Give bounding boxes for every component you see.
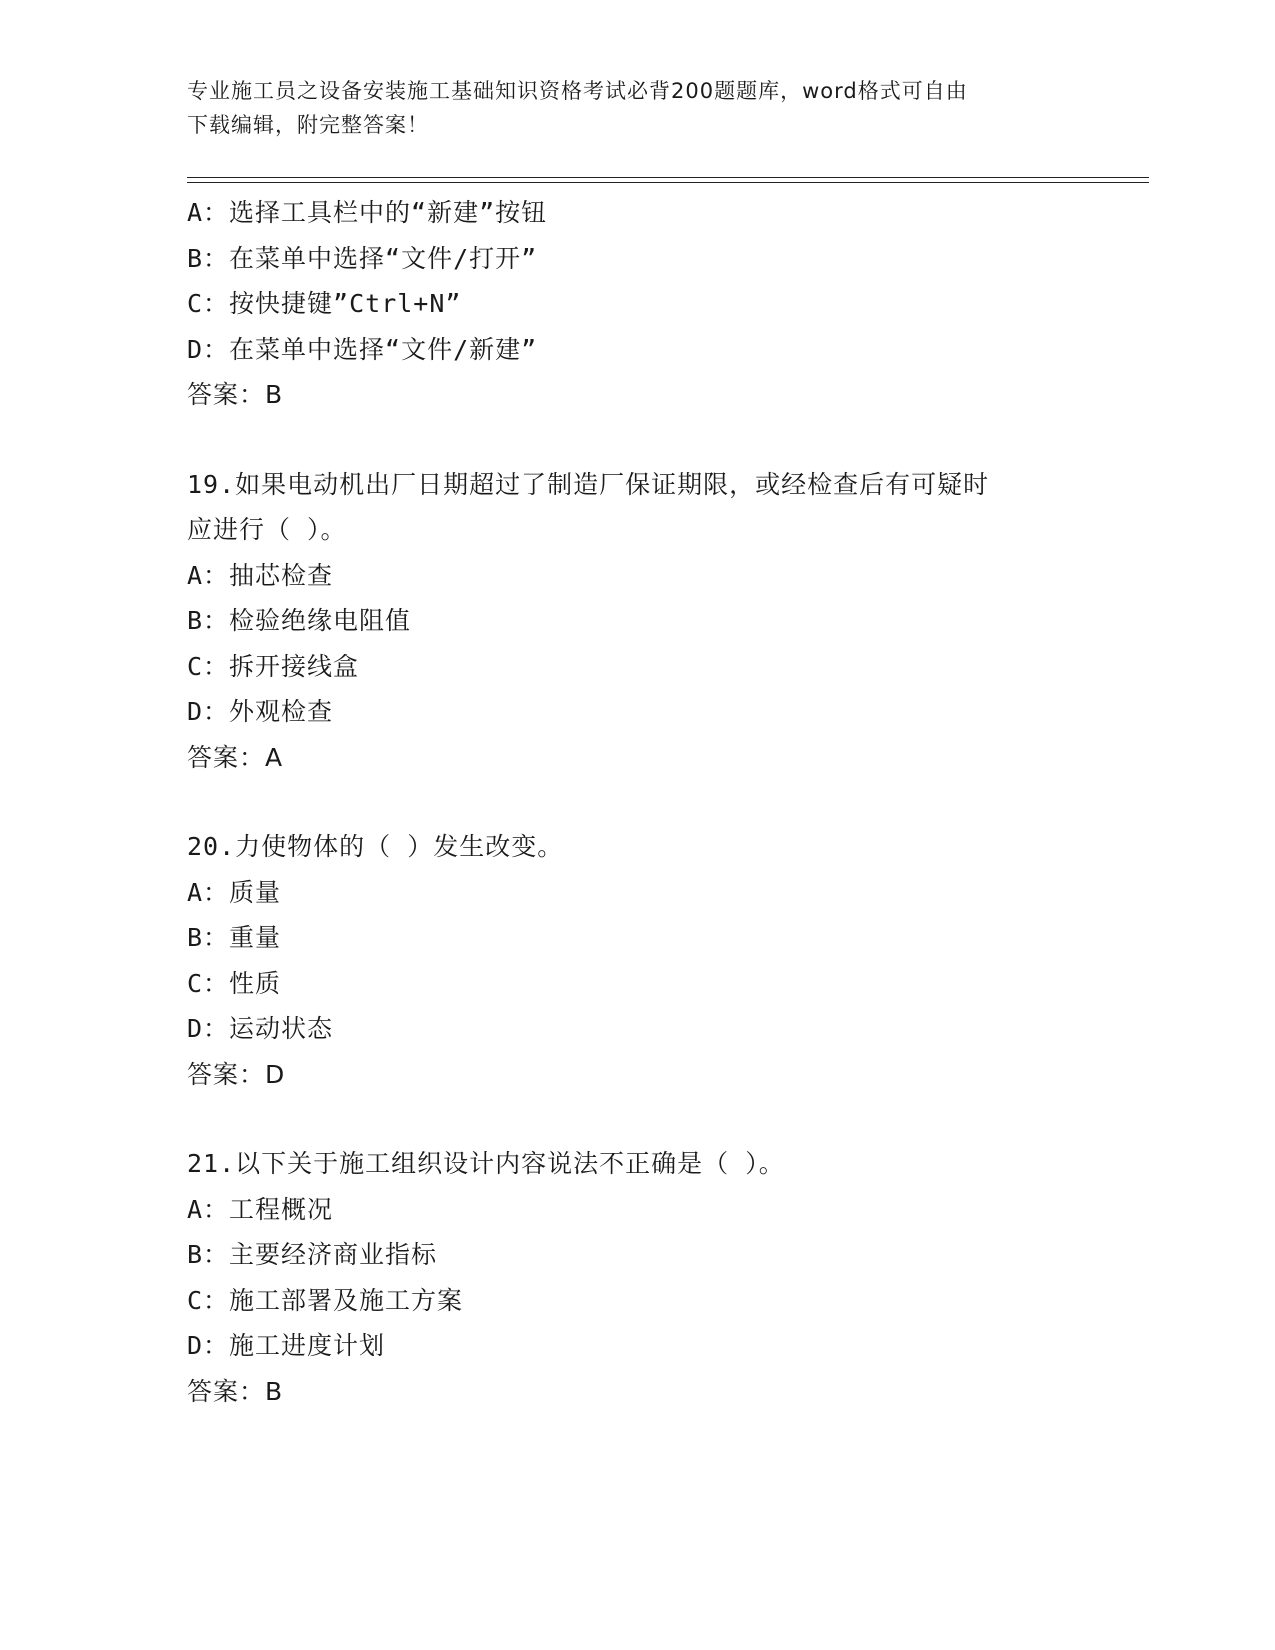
document-header xyxy=(187,74,1087,142)
option-c: C：施工部署及施工方案 xyxy=(187,1285,464,1315)
option-b: B：在菜单中选择“文件/打开” xyxy=(187,243,538,273)
question-list xyxy=(187,190,1137,1414)
option-d: D：施工进度计划 xyxy=(187,1331,386,1360)
answer-line: 答案：B xyxy=(187,1376,284,1406)
question-stem: 20.力使物体的（ ）发生改变。 xyxy=(187,832,564,861)
question-block-19 xyxy=(187,462,1137,781)
option-c: C：拆开接线盒 xyxy=(187,651,360,681)
question-block-20 xyxy=(187,824,1137,1097)
question-stem-continued: 应进行（ ）。 xyxy=(187,515,347,544)
option-a: A：质量 xyxy=(187,877,282,907)
option-d: D：外观检查 xyxy=(187,697,334,726)
question-stem: 21.以下关于施工组织设计内容说法不正确是（ ）。 xyxy=(187,1149,785,1178)
header-divider-bottom xyxy=(187,182,1149,183)
answer-line: 答案：A xyxy=(187,742,284,772)
question-block-21 xyxy=(187,1141,1137,1414)
option-b: B：检验绝缘电阻值 xyxy=(187,606,412,635)
header-line-1: 专业施工员之设备安装施工基础知识资格考试必背200题题库，word格式可自由 xyxy=(187,79,968,103)
option-a: A：抽芯检查 xyxy=(187,560,334,590)
option-a: A：选择工具栏中的“新建”按钮 xyxy=(187,198,548,227)
option-b: B：重量 xyxy=(187,923,282,952)
option-c: C：按快捷键”Ctrl+N” xyxy=(187,289,462,318)
header-divider-top xyxy=(187,177,1149,178)
option-d: D：运动状态 xyxy=(187,1014,334,1043)
header-line-2: 下载编辑，附完整答案！ xyxy=(187,113,429,137)
question-block-18 xyxy=(187,190,1137,418)
option-a: A：工程概况 xyxy=(187,1194,334,1224)
option-b: B：主要经济商业指标 xyxy=(187,1240,438,1269)
option-d: D：在菜单中选择“文件/新建” xyxy=(187,334,538,364)
option-c: C：性质 xyxy=(187,968,282,998)
answer-line: 答案：B xyxy=(187,380,284,409)
answer-line: 答案：D xyxy=(187,1059,286,1089)
question-stem: 19.如果电动机出厂日期超过了制造厂保证期限，或经检查后有可疑时 xyxy=(187,469,990,499)
